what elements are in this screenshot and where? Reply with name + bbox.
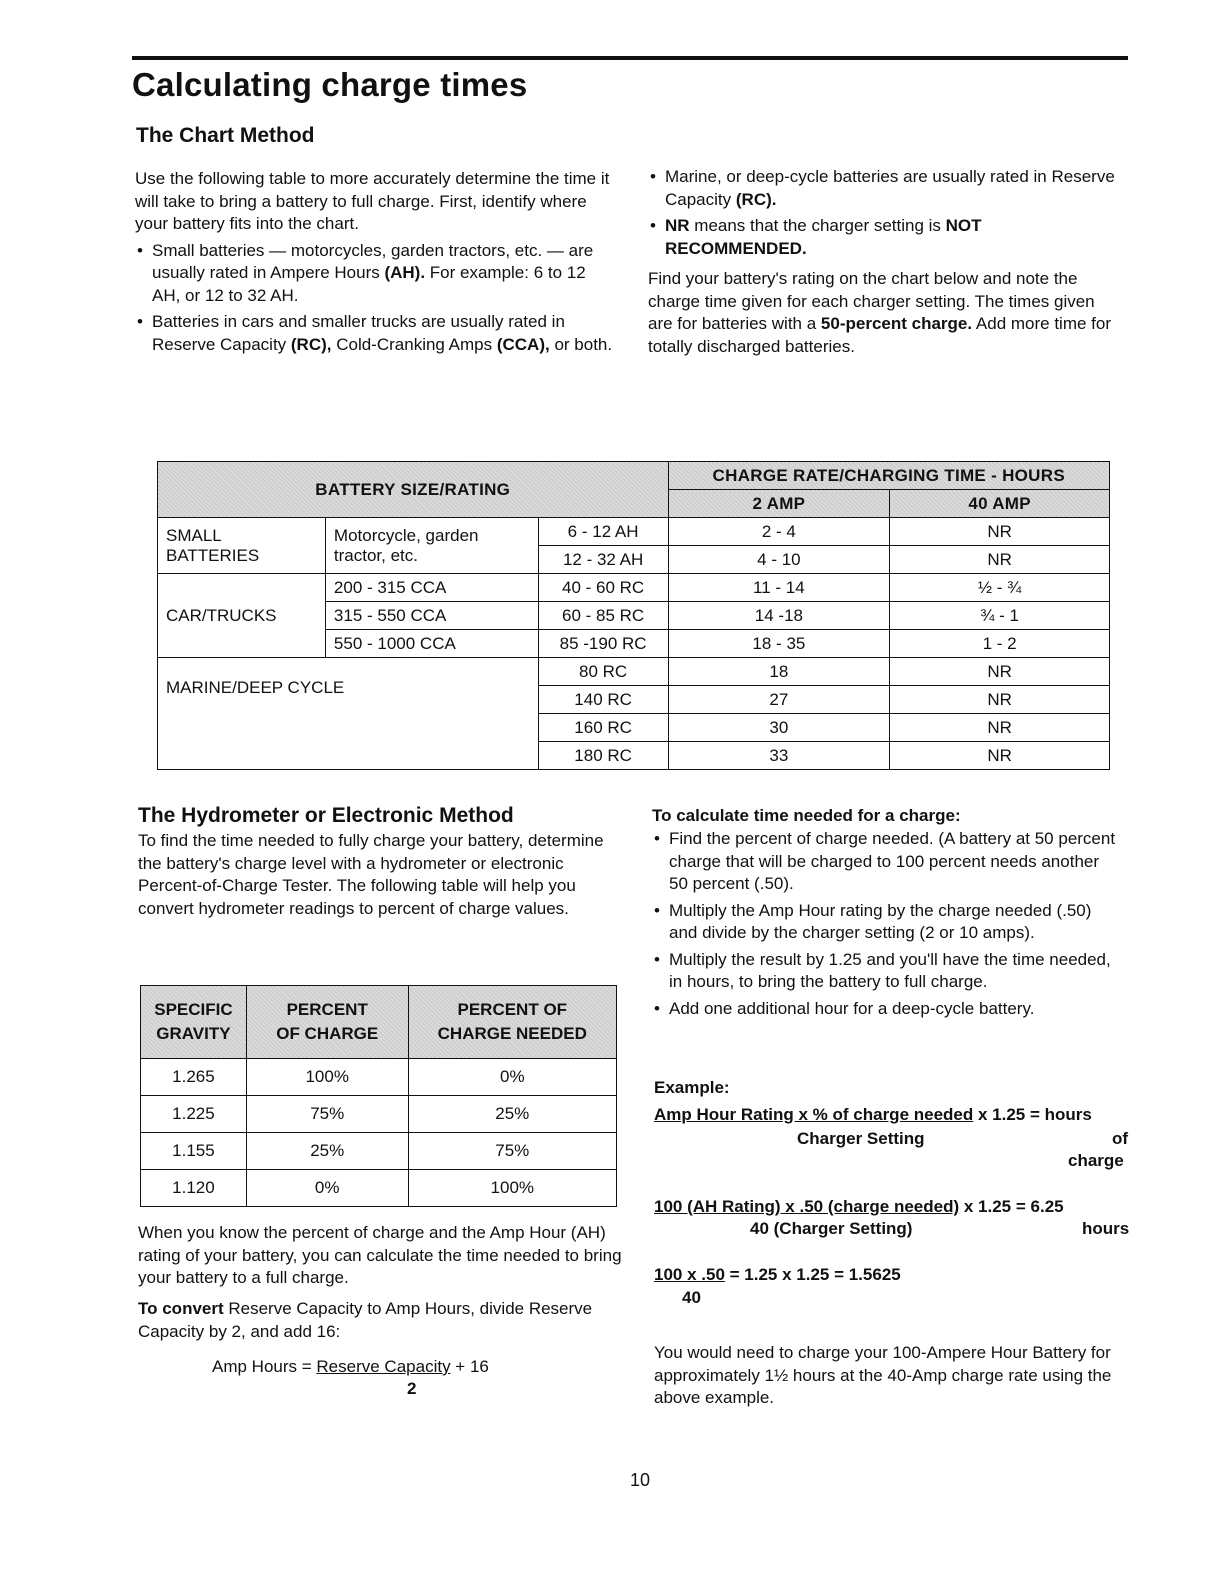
time-2amp-cell: 33 xyxy=(668,742,890,770)
header-percent-needed: PERCENT OF CHARGE NEEDED xyxy=(408,986,616,1059)
time-40amp-cell: NR xyxy=(890,546,1110,574)
rating-cell: 180 RC xyxy=(538,742,668,770)
need-cell: 100% xyxy=(408,1170,616,1207)
pct-cell: 25% xyxy=(246,1133,408,1170)
car-trucks-label: CAR/TRUCKS xyxy=(158,574,326,658)
hydrometer-heading: The Hydrometer or Electronic Method xyxy=(138,804,514,827)
table-row xyxy=(141,1059,617,1096)
convert-paragraph: To convert Reserve Capacity to Amp Hours, divide Reserve Capacity by 2, and add 16: xyxy=(138,1299,593,1341)
example-formula-2-result-hours: hours xyxy=(1082,1219,1130,1238)
sg-cell: 1.265 xyxy=(141,1059,247,1096)
list-item: • Add one additional hour for a deep-cycle battery. xyxy=(652,998,1122,1021)
small-batteries-label: SMALL BATTERIES xyxy=(158,518,326,574)
sg-cell: 1.120 xyxy=(141,1170,247,1207)
time-40amp-cell: NR xyxy=(890,658,1110,686)
battery-rating-table xyxy=(157,461,1110,770)
time-40amp-cell: NR xyxy=(890,742,1110,770)
need-cell: 25% xyxy=(408,1096,616,1133)
list-item: • Multiply the result by 1.25 and you'll have the time needed, in hours, to bring the battery to full charge. xyxy=(652,949,1122,994)
chart-method-intro: Use the following table to more accurately determine the time it will take to bring a battery to full charge. First, identify where your battery fits into the chart. xyxy=(135,169,610,233)
sg-cell: 1.155 xyxy=(141,1133,247,1170)
cca-cell: 200 - 315 CCA xyxy=(325,574,538,602)
marine-deep-cycle-label: MARINE/DEEP CYCLE xyxy=(158,658,539,770)
time-2amp-cell: 18 - 35 xyxy=(668,630,890,658)
pct-cell: 0% xyxy=(246,1170,408,1207)
small-batteries-desc: Motorcycle, garden tractor, etc. xyxy=(325,518,538,574)
page-title: Calculating charge times xyxy=(132,66,528,103)
example-formula-1-result-charge: charge xyxy=(1068,1151,1124,1170)
example-formula-1-denominator: Charger Setting xyxy=(797,1129,925,1148)
hydrometer-intro: To find the time needed to fully charge your battery, determine the battery's charge level with a hydrometer or electronic Percent-of-Charge Tester. The following table will help you convert hydrometer readings to percent of charge values. xyxy=(138,831,604,918)
chart-method-heading: The Chart Method xyxy=(136,124,315,147)
convert-formula-denominator: 2 xyxy=(407,1379,417,1398)
rating-cell: 40 - 60 RC xyxy=(538,574,668,602)
pct-cell: 75% xyxy=(246,1096,408,1133)
time-2amp-cell: 27 xyxy=(668,686,890,714)
cca-cell: 315 - 550 CCA xyxy=(325,602,538,630)
rating-cell: 6 - 12 AH xyxy=(538,518,668,546)
time-2amp-cell: 11 - 14 xyxy=(668,574,890,602)
need-cell: 75% xyxy=(408,1133,616,1170)
list-item: • Multiply the Amp Hour rating by the charge needed (.50) and divide by the charger setting (2 or 10 amps). xyxy=(652,900,1122,945)
rating-cell: 85 -190 RC xyxy=(538,630,668,658)
header-2amp: 2 AMP xyxy=(668,490,890,518)
header-specific-gravity: SPECIFIC GRAVITY xyxy=(141,986,247,1059)
cca-cell: 550 - 1000 CCA xyxy=(325,630,538,658)
header-battery-size: BATTERY SIZE/RATING xyxy=(158,462,669,518)
rating-cell: 160 RC xyxy=(538,714,668,742)
table-row xyxy=(141,1170,617,1207)
table-row xyxy=(158,518,1110,546)
bullet-nr-meaning: • NR means that the charger setting is NOT RECOMMENDED. xyxy=(648,215,1118,260)
time-2amp-cell: 2 - 4 xyxy=(668,518,890,546)
example-label: Example: xyxy=(654,1078,730,1097)
conclusion-paragraph: You would need to charge your 100-Ampere Hour Battery for approximately 1½ hours at the 40-Amp charge rate using the above example. xyxy=(654,1343,1112,1407)
time-2amp-cell: 30 xyxy=(668,714,890,742)
time-40amp-cell: ½ - ¾ xyxy=(890,574,1110,602)
table-row xyxy=(141,1133,617,1170)
find-rating-paragraph: Find your battery's rating on the chart below and note the charge time given for each charger setting. The times given are for batteries with a 50-percent charge. Add more time for totally discharged batteries. xyxy=(648,269,1111,356)
time-40amp-cell: 1 - 2 xyxy=(890,630,1110,658)
time-2amp-cell: 18 xyxy=(668,658,890,686)
calculate-heading: To calculate time needed for a charge: xyxy=(652,806,961,825)
bullet-marine-batteries: • Marine, or deep-cycle batteries are usually rated in Reserve Capacity (RC). xyxy=(648,166,1118,211)
time-40amp-cell: NR xyxy=(890,714,1110,742)
chart-method-right-column xyxy=(648,166,1118,358)
table-row xyxy=(158,658,1110,686)
bullet-small-batteries: • Small batteries — motorcycles, garden tractors, etc. — are usually rated in Ampere Hours (AH). For example: 6 to 12 AH, or 12 to 32 AH. xyxy=(135,240,615,308)
bullet-car-batteries: • Batteries in cars and smaller trucks are usually rated in Reserve Capacity (RC), Cold-Cranking Amps (CCA), or both. xyxy=(135,311,615,356)
top-rule xyxy=(132,56,1128,60)
hydrometer-after-text: When you know the percent of charge and the Amp Hour (AH) rating of your battery, you can calculate the time needed to bring your battery to a full charge. xyxy=(138,1223,622,1287)
table-row xyxy=(158,574,1110,602)
example-formula-2-denominator: 40 (Charger Setting) xyxy=(750,1219,913,1238)
example-formula-3: 100 x .50 = 1.25 x 1.25 = 1.5625 xyxy=(654,1265,901,1284)
rating-cell: 80 RC xyxy=(538,658,668,686)
list-item: • Find the percent of charge needed. (A battery at 50 percent charge that will be charged to 100 percent needs another 50 percent (.50). xyxy=(652,828,1122,896)
rating-cell: 60 - 85 RC xyxy=(538,602,668,630)
example-formula-1: Amp Hour Rating x % of charge needed x 1.25 = hours xyxy=(654,1105,1092,1124)
example-formula-2: 100 (AH Rating) x .50 (charge needed) x 1.25 = 6.25 xyxy=(654,1197,1064,1216)
example-formula-3-denominator: 40 xyxy=(682,1288,701,1307)
calculate-steps xyxy=(652,828,1122,1020)
hydrometer-table xyxy=(140,985,617,1207)
time-2amp-cell: 14 -18 xyxy=(668,602,890,630)
time-40amp-cell: NR xyxy=(890,518,1110,546)
sg-cell: 1.225 xyxy=(141,1096,247,1133)
example-formula-1-result-of: of xyxy=(1112,1129,1129,1148)
need-cell: 0% xyxy=(408,1059,616,1096)
table-row xyxy=(141,1096,617,1133)
pct-cell: 100% xyxy=(246,1059,408,1096)
time-40amp-cell: ¾ - 1 xyxy=(890,602,1110,630)
chart-method-left-column xyxy=(135,168,615,356)
page-number: 10 xyxy=(629,1470,651,1490)
header-charge-rate: CHARGE RATE/CHARGING TIME - HOURS xyxy=(668,462,1109,490)
rating-cell: 12 - 32 AH xyxy=(538,546,668,574)
header-percent-of-charge: PERCENT OF CHARGE xyxy=(246,986,408,1059)
time-40amp-cell: NR xyxy=(890,686,1110,714)
convert-formula: Amp Hours = Reserve Capacity + 16 xyxy=(212,1357,489,1376)
time-2amp-cell: 4 - 10 xyxy=(668,546,890,574)
header-40amp: 40 AMP xyxy=(890,490,1110,518)
rating-cell: 140 RC xyxy=(538,686,668,714)
